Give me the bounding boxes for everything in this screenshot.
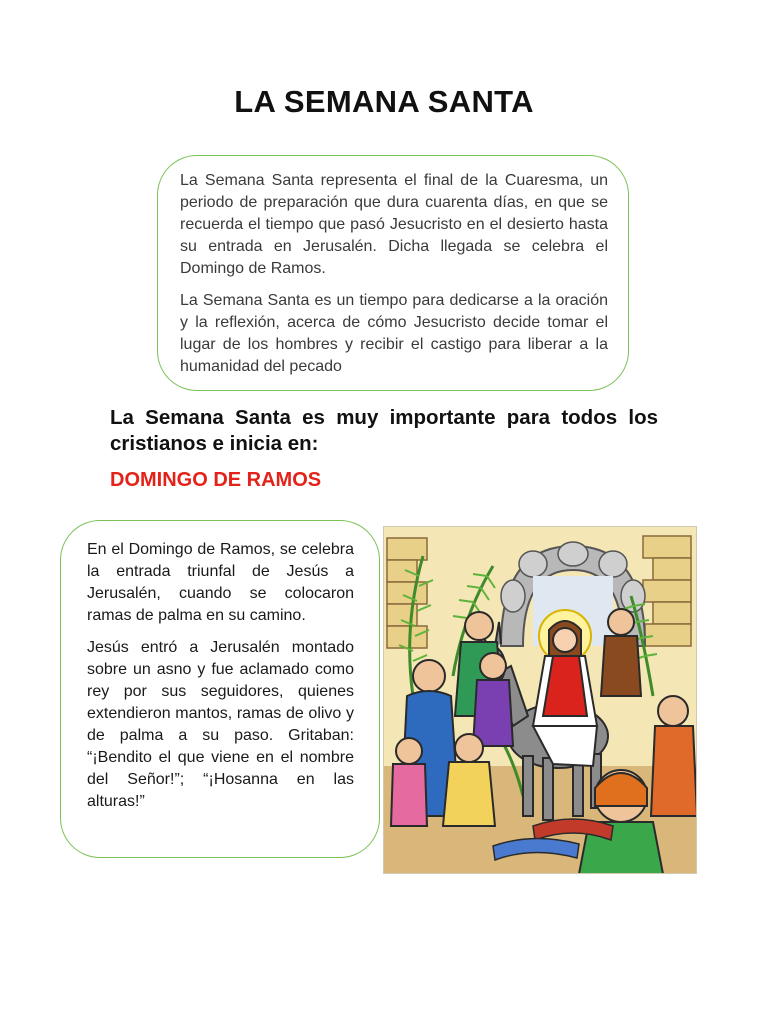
illustration-svg bbox=[383, 526, 697, 874]
palm-sunday-illustration bbox=[383, 526, 697, 874]
section-heading: DOMINGO DE RAMOS bbox=[110, 469, 322, 491]
ramos-paragraph-1: En el Domingo de Ramos, se celebra la entrada triunfal de Jesús a Jerusalén, cuando se colocaron ramas de palma en su camino. bbox=[87, 541, 354, 624]
page-title: LA SEMANA SANTA bbox=[234, 84, 534, 119]
importance-statement: La Semana Santa es muy importante para todos los cristianos e inicia en: bbox=[110, 406, 658, 455]
intro-paragraph-2: La Semana Santa es un tiempo para dedicarse a la oración y la reflexión, acerca de cómo Jesucristo decide tomar el lugar de los hombres y recibir el castigo para liberar a la humanidad del pecado bbox=[180, 292, 608, 375]
ramos-paragraph-2: Jesús entró a Jerusalén montado sobre un asno y fue aclamado como rey por sus seguidores, quienes extendieron mantos, ramas de olivo y de palma a su paso. Gritaban: “¡Bendito el que viene en el nombre del Señor!”; “¡Hosanna en las alturas!” bbox=[87, 639, 354, 810]
intro-box bbox=[180, 170, 608, 388]
ramos-box bbox=[87, 539, 354, 823]
intro-paragraph-1: La Semana Santa representa el final de la Cuaresma, un periodo de preparación que dura cuarenta días, en que se recuerda el tiempo que pasó Jesucristo en el desierto hasta su entrada en Jerusalén. Dicha llegada se celebra el Domingo de Ramos. bbox=[180, 172, 608, 277]
